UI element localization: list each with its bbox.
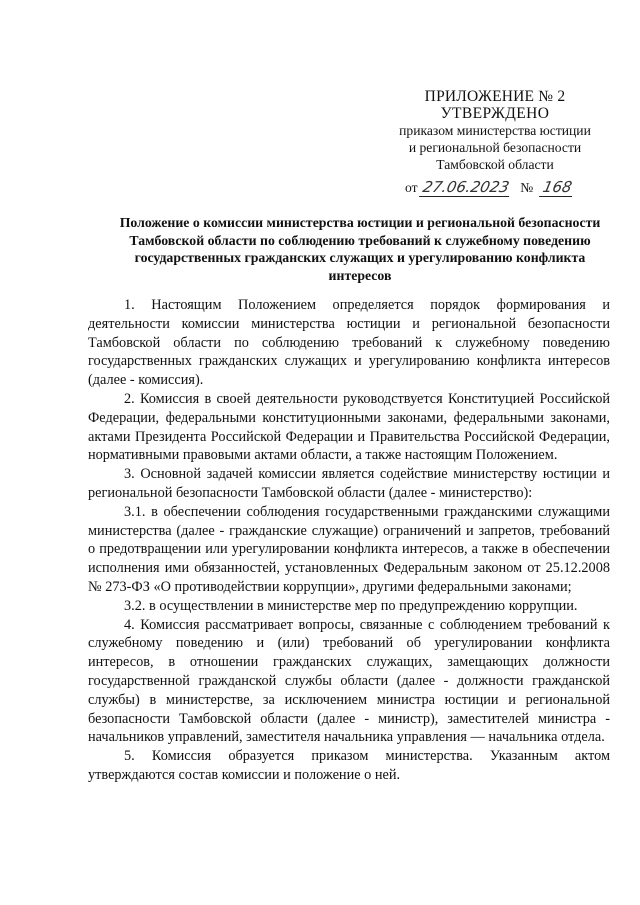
- approval-line-1: приказом министерства юстиции: [399, 123, 591, 138]
- document-body: [88, 296, 610, 785]
- handwritten-order-number: 168: [539, 178, 576, 197]
- paragraph-5: 5. Комиссия образуется приказом министерства. Указанным актом утверждаются состав комиссии и положение о ней.: [88, 748, 610, 783]
- number-label: №: [520, 180, 534, 195]
- from-label: от: [405, 180, 418, 195]
- paragraph-4: 4. Комиссия рассматривает вопросы, связанные с соблюдением требований к служебному поведению и (или) требований об урегулировании конфликта интересов, в отношении гражданских служащих, замещающих должности государственной гражданской службы области (далее - должности гражданской службы) в министерстве, за исключением министра юстиции и региональной безопасности Тамбовской области (далее - министр), заместителей министра - начальников управлений, заместителя начальника управления — начальника отдела.: [88, 616, 610, 746]
- approval-line-3: Тамбовской области: [436, 157, 554, 172]
- approval-block: [380, 88, 610, 173]
- paragraph-3-2: 3.2. в осуществлении в министерстве мер по предупреждению коррупции.: [124, 597, 578, 614]
- paragraph-1: 1. Настоящим Положением определяется порядок формирования и деятельности комиссии министерства юстиции и региональной безопасности Тамбовской области по соблюдению требований к служебному поведению государственных гражданских служащих и урегулированию конфликта интересов (далее - комиссия).: [88, 297, 610, 389]
- document-title: Положение о комиссии министерства юстиции и региональной безопасности Тамбовской области по соблюдению требований к служебному поведению государственных гражданских служащих и урегулированию конфликта интересов: [119, 215, 601, 283]
- paragraph-3: 3. Основной задачей комиссии является содействие министерству юстиции и региональной безопасности Тамбовской области (далее - министерство):: [88, 466, 610, 501]
- order-date-line: [405, 178, 573, 197]
- paragraph-3-1: 3.1. в обеспечении соблюдения государственными гражданскими служащими министерства (далее - гражданские служащие) ограничений и запретов, требований о предотвращении или урегулировании конфликта интересов, а также в обеспечении исполнения ими обязанностей, установленных Федеральным законом от 25.12.2008 № 273-ФЗ «О противодействии коррупции», другими федеральными законами;: [88, 503, 610, 595]
- paragraph-2: 2. Комиссия в своей деятельности руководствуется Конституцией Российской Федерации, федеральными конституционными законами, федеральными законами, актами Президента Российской Федерации и Правительства Российской Федерации, нормативными правовыми актами области, а также настоящим Положением.: [88, 390, 610, 464]
- approved-stamp-text: УТВЕРЖДЕНО: [440, 105, 550, 122]
- handwritten-date: 27.06.2023: [419, 178, 513, 197]
- approval-line-2: и региональной безопасности: [408, 140, 582, 155]
- appendix-number: ПРИЛОЖЕНИЕ № 2: [424, 88, 566, 105]
